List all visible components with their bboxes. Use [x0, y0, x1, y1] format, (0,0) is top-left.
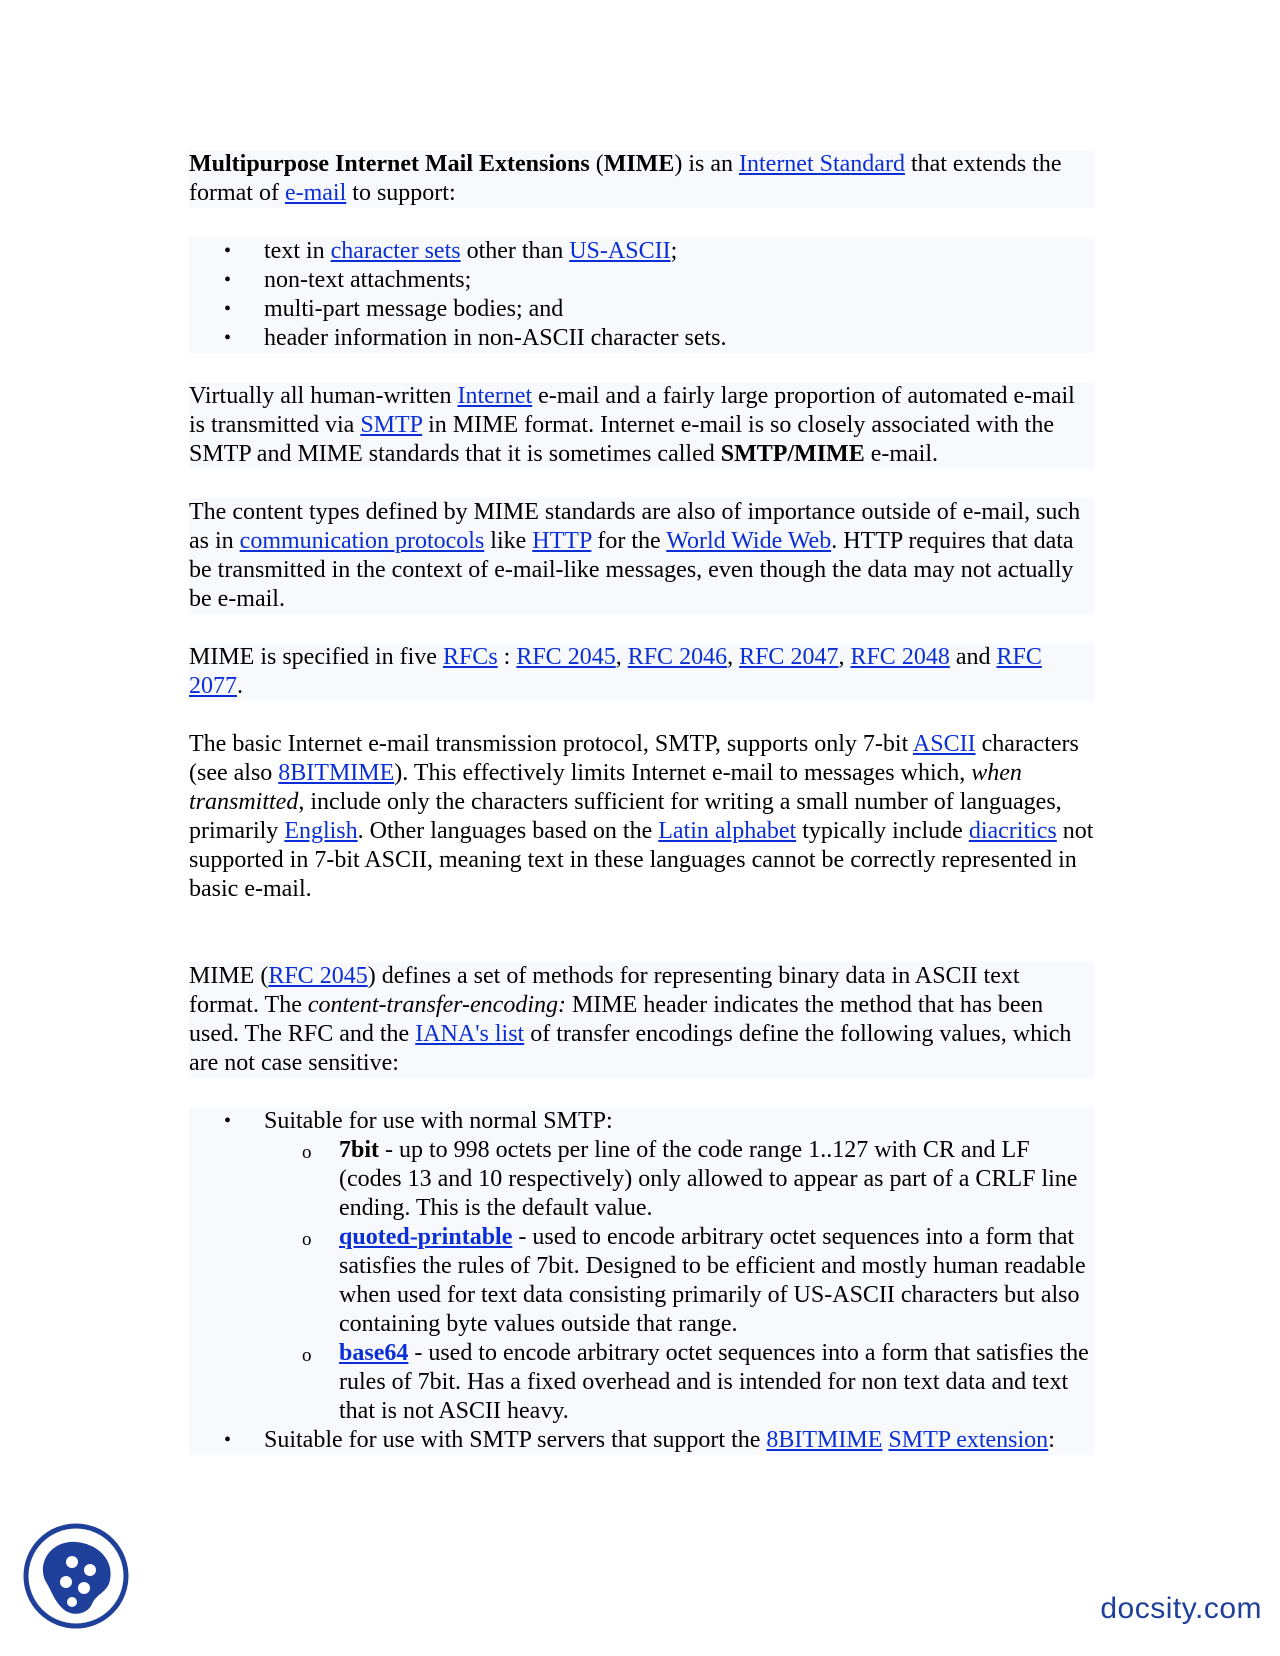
link-iana-list[interactable]: IANA's list — [415, 1021, 525, 1047]
list-item: • header information in non-ASCII character sets. — [224, 324, 1094, 353]
link-rfc-2045[interactable]: RFC 2045 — [516, 644, 616, 670]
support-list — [189, 237, 1094, 353]
link-rfc-2045-b[interactable]: RFC 2045 — [268, 963, 368, 989]
spacer — [189, 933, 1094, 962]
link-rfc-2047[interactable]: RFC 2047 — [739, 644, 839, 670]
link-base64[interactable]: base64 — [339, 1340, 409, 1366]
link-email[interactable]: e-mail — [284, 180, 347, 206]
list-item: • non-text attachments; — [224, 266, 1094, 295]
sub-list-item: o quoted-printable - used to encode arbitrary octet sequences into a form that satisfies the rules of 7bit. Designed to be efficient and mostly human readable when used for text data consisting primarily of US-ASCII characters but also containing byte values outside that range. — [299, 1223, 1094, 1339]
link-rfc-2048[interactable]: RFC 2048 — [850, 644, 950, 670]
encoding-list — [189, 1107, 1094, 1455]
list-item: • multi-part message bodies; and — [224, 295, 1094, 324]
link-rfc-2077[interactable]: RFC 2077 — [189, 644, 1042, 699]
link-world-wide-web[interactable]: World Wide Web — [666, 528, 832, 554]
intro-term: Multipurpose Internet Mail Extensions — [189, 151, 590, 177]
link-english[interactable]: English — [284, 818, 358, 844]
link-smtp[interactable]: SMTP — [360, 412, 423, 438]
link-smtp-extension[interactable]: SMTP extension — [888, 1427, 1049, 1453]
list-item: • Suitable for use with SMTP servers that support the 8BITMIME SMTP extension: — [224, 1426, 1094, 1455]
link-quoted-printable[interactable]: quoted-printable — [339, 1224, 513, 1250]
list-item: • Suitable for use with normal SMTP: o 7bit - up to 998 octets per line of the code range 1..127 with CR and LF (codes 13 and 10 respectively) only allowed to appear as part of a CRLF line ending. This is the default value. o quoted-printable - used to encode arbitrary octet sequences into a form that satisfies the rules of 7bit. Designed to be efficient and mostly human readable when used for text data consisting primarily of US-ASCII characters but also containing byte values outside that range. o base64 - used to encode arbitrary octet sequences into a form that satisfies the rules of 7bit. Has a fixed overhead and is intended for non text data and text that is not ASCII heavy. — [224, 1107, 1094, 1426]
link-rfcs[interactable]: RFCs — [442, 644, 498, 670]
link-us-ascii[interactable]: US-ASCII — [569, 238, 671, 264]
sub-list — [224, 1136, 1094, 1426]
link-internet[interactable]: Internet — [457, 383, 533, 409]
link-communication-protocols[interactable]: communication protocols — [239, 528, 485, 554]
list-item: • text in character sets other than US-ASCII; — [224, 237, 1094, 266]
sub-list-item: o base64 - used to encode arbitrary octet sequences into a form that satisfies the rules of 7bit. Has a fixed overhead and is intended for non text data and text that is not ASCII heavy. — [299, 1339, 1094, 1426]
brand-name[interactable]: docsity.com — [1100, 1592, 1262, 1625]
paragraph-7bit-ascii: The basic Internet e-mail transmission protocol, SMTP, supports only 7-bit ASCII characters (see also 8BITMIME). This effectively limits Internet e-mail to messages which, when transmitted, include only the characters sufficient for writing a small number of languages, primarily English. Other languages based on the Latin alphabet typically include diacritics not supported in 7-bit ASCII, meaning text in these languages cannot be correctly represented in basic e-mail. — [189, 731, 1094, 902]
docsity-logo-icon[interactable] — [22, 1522, 130, 1630]
sub-list-item: o 7bit - up to 998 octets per line of the code range 1..127 with CR and LF (codes 13 and 10 respectively) only allowed to appear as part of a CRLF line ending. This is the default value. — [299, 1136, 1094, 1223]
link-http[interactable]: HTTP — [532, 528, 592, 554]
link-rfc-2046[interactable]: RFC 2046 — [627, 644, 728, 670]
link-8bitmime[interactable]: 8BITMIME — [278, 760, 395, 786]
intro-acronym: MIME — [603, 151, 675, 177]
link-character-sets[interactable]: character sets — [330, 238, 461, 264]
paragraph-encoding: MIME (RFC 2045) defines a set of methods for representing binary data in ASCII text format. The content-transfer-encoding: MIME header indicates the method that has been used. The RFC and the IANA's list of transfer encodings define the following values, which are not case sensitive: — [189, 962, 1094, 1078]
paragraph-content-types: The content types defined by MIME standards are also of importance outside of e-mail, such as in communication protocols like HTTP for the World Wide Web. HTTP requires that data be transmitted in the context of e-mail-like messages, even though the data may not actually be e-mail. — [189, 498, 1094, 614]
link-ascii[interactable]: ASCII — [912, 731, 976, 757]
link-diacritics[interactable]: diacritics — [968, 818, 1057, 844]
document-body — [189, 150, 1094, 1455]
paragraph-smtp: Virtually all human-written Internet e-mail and a fairly large proportion of automated e-mail is transmitted via SMTP in MIME format. Internet e-mail is so closely associated with the SMTP and MIME standards that it is sometimes called SMTP/MIME e-mail. — [189, 382, 1094, 469]
intro-paragraph: Multipurpose Internet Mail Extensions (MIME) is an Internet Standard that extends the format of e-mail to support: — [189, 150, 1094, 208]
link-latin-alphabet[interactable]: Latin alphabet — [658, 818, 797, 844]
link-8bitmime-b[interactable]: 8BITMIME — [766, 1427, 883, 1453]
paragraph-rfcs: MIME is specified in five RFCs : RFC 2045, RFC 2046, RFC 2047, RFC 2048 and RFC 2077. — [189, 643, 1094, 701]
link-internet-standard[interactable]: Internet Standard — [739, 151, 905, 177]
